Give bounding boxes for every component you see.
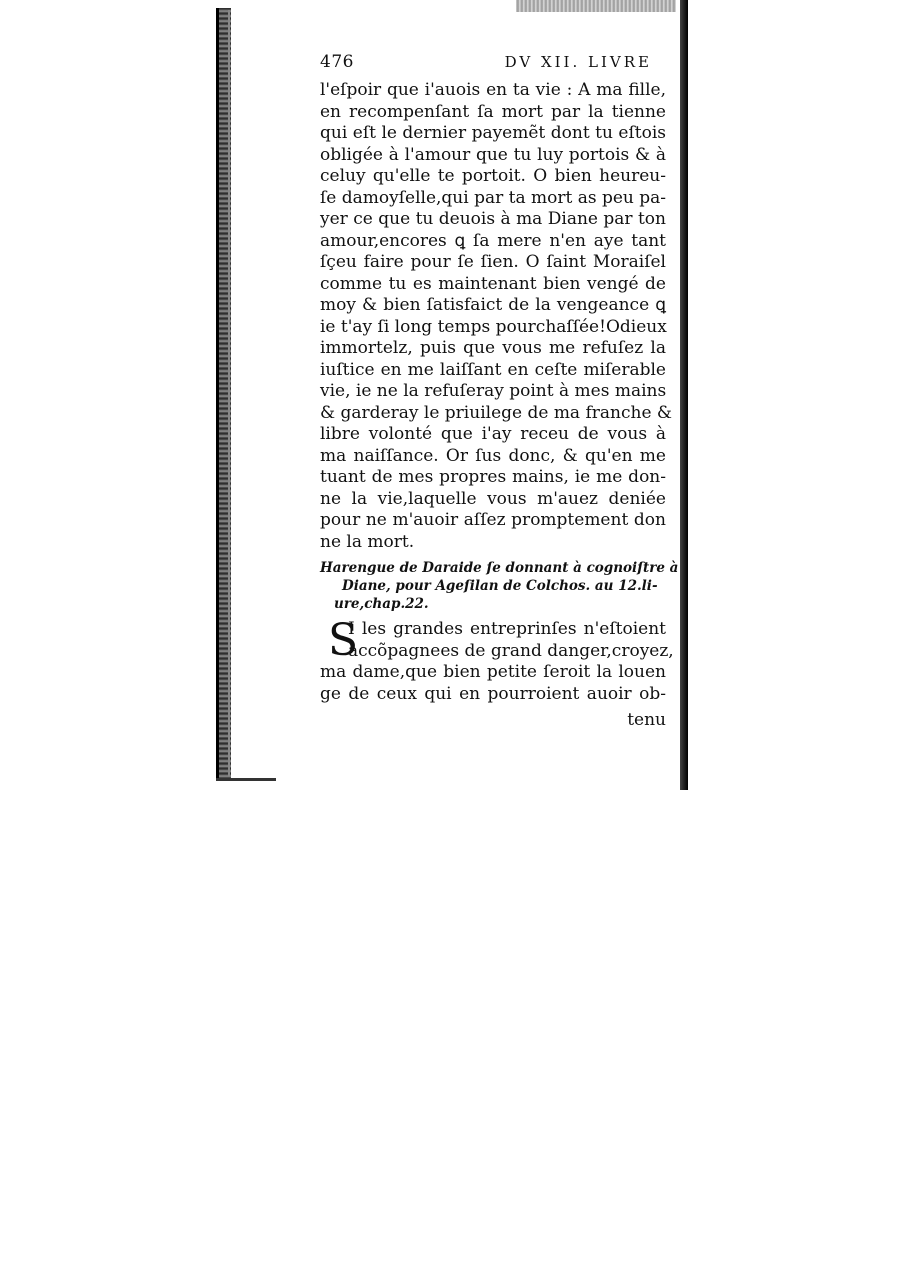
page-bottom-edge — [216, 778, 276, 781]
paragraph — [320, 615, 674, 705]
body-line: & garderay le priuilege de ma franche & — [320, 402, 673, 423]
drop-cap: S — [328, 615, 359, 666]
body-line: comme tu es maintenant bien vengé de — [320, 273, 666, 294]
heading-line: ure,chap.22. — [334, 596, 429, 612]
body-text — [320, 80, 673, 553]
body-line-last: ne la mort. — [320, 531, 415, 552]
body-line: qui eſt le dernier payemẽt dont tu eſtois — [320, 123, 666, 143]
body-line: l'eſpoir que i'auois en ta vie : A ma fille, — [320, 80, 666, 100]
body-line: en recompenſant ſa mort par la tienne — [320, 101, 666, 122]
body-line: libre volonté que i'ay receu de vous à — [320, 424, 666, 444]
heading-line: Harengue de Daraide ſe donnant à cognoiſtre à — [320, 560, 679, 576]
paragraph-line: ma dame,que bien petite ſeroit la louen — [320, 662, 666, 682]
body-line: tuant de mes propres mains, ie me don- — [320, 467, 666, 487]
body-line: vie, ie ne la refuſeray point à mes mains — [320, 381, 667, 401]
body-line: pour ne m'auoir aſſez promptement don — [320, 510, 666, 530]
body-line: iuſtice en me laiſſant en ceſte miſerable — [320, 359, 666, 380]
page-right-edge — [680, 0, 688, 790]
body-line: yer ce que tu deuois à ma Diane par ton — [320, 209, 666, 229]
paragraph-line: ge de ceux qui en pourroient auoir ob- — [320, 683, 666, 704]
running-head — [320, 52, 666, 80]
text-block — [320, 52, 679, 731]
body-line: moy & bien ſatisfaict de la vengeance ꝗ — [320, 295, 666, 315]
running-title: DV XII. LIVRE — [504, 53, 652, 71]
body-line: obligée à l'amour que tu luy portois & à — [320, 144, 666, 165]
body-line: ne la vie,laquelle vous m'auez deniée — [320, 488, 666, 509]
page-top-edge — [516, 0, 676, 12]
body-line: amour,encores ꝗ ſa mere n'en aye tant — [320, 230, 666, 251]
page-left-edge-line — [228, 10, 230, 776]
heading-line: Diane, pour Ageſilan de Colchos. au 12.li- — [342, 578, 658, 594]
body-line: ma naiſſance. Or ſus donc, & qu'en me — [320, 445, 666, 466]
body-line: celuy qu'elle te portoit. O bien heureu- — [320, 166, 666, 186]
body-line: ſçeu faire pour ſe ſien. O ſaint Moraiſel — [320, 252, 666, 272]
body-line: ſe damoyſelle,qui par ta mort as peu pa- — [320, 187, 667, 208]
catchword: tenu — [627, 710, 666, 730]
paragraph-line: accõpagnees de grand danger,croyez, — [348, 640, 674, 661]
paragraph-line: I les grandes entreprinſes n'eſtoient — [348, 619, 666, 639]
section-heading — [320, 559, 679, 613]
page-number: 476 — [320, 52, 354, 72]
body-line: ie t'ay ſi long temps pourchaſſée!Odieux — [320, 316, 667, 337]
body-line: immortelz, puis que vous me refuſez la — [320, 338, 666, 358]
